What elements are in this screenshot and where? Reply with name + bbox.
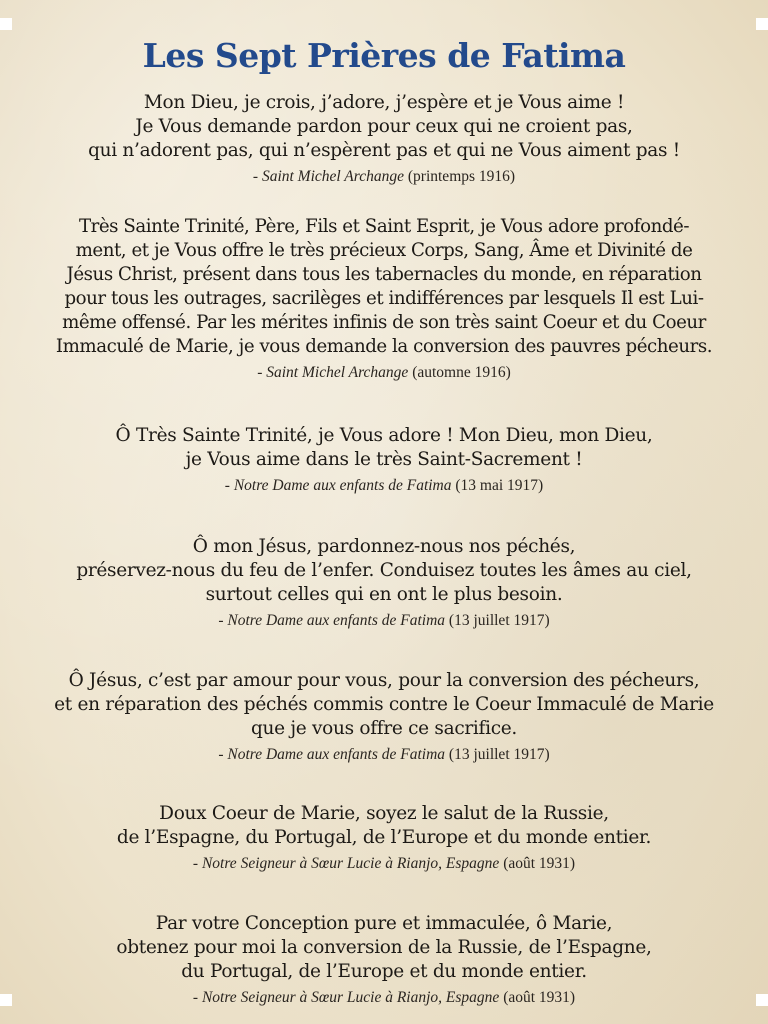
prayer-text: Mon Dieu, je crois, j’adore, j’espère et je Vous aime ! Je Vous demande pardon pour ceux qui ne croient pas, qui n’adorent pas, qui n’espèrent pas et qui ne Vous aiment pas ! [88,92,680,161]
corner-mark [756,18,768,30]
prayer-text: Doux Coeur de Marie, soyez le salut de la Russie, de l’Espagne, du Portugal, de l’Europe et du monde entier. [116,803,652,848]
corner-mark [0,18,12,30]
attribution-date: (13 mai 1917) [455,477,544,494]
prayer-block [0,215,768,384]
page-title: Les Sept Prières de Fatima [142,36,626,76]
attribution-source: - Notre Dame aux enfants de Fatima [224,477,452,494]
attribution-date: (août 1931) [503,989,576,1006]
prayer-attribution [0,475,768,497]
prayer-attribution [0,610,768,632]
prayer-attribution [0,166,768,188]
attribution-source: - Notre Dame aux enfants de Fatima [218,612,446,629]
prayer-text: Ô Très Sainte Trinité, je Vous adore ! Mon Dieu, mon Dieu, je Vous aime dans le très Saint-Sacrement ! [115,425,653,470]
prayer-text: Ô mon Jésus, pardonnez-nous nos péchés, préservez-nous du feu de l’enfer. Conduisez toutes les âmes au ciel, surtout celles qui en ont le plus besoin. [76,536,692,605]
prayer-text: Ô Jésus, c’est par amour pour vous, pour la conversion des pécheurs, et en réparation des péchés commis contre le Coeur Immaculé de Marie que je vous offre ce sacrifice. [54,670,714,739]
attribution-date: (printemps 1916) [407,168,516,185]
prayer-attribution [0,853,768,875]
attribution-source: - Saint Michel Archange [252,168,404,185]
prayer-attribution [0,744,768,766]
prayer-block [0,912,768,1009]
prayer-text: Par votre Conception pure et immaculée, ô Marie, obtenez pour moi la conversion de la Russie, de l’Espagne, du Portugal, de l’Europe et du monde entier. [116,913,652,982]
prayer-block [0,91,768,188]
attribution-date: (automne 1916) [412,364,511,381]
attribution-source: - Notre Seigneur à Sœur Lucie à Rianjo, Espagne [192,989,500,1006]
prayer-block [0,802,768,875]
attribution-source: - Notre Seigneur à Sœur Lucie à Rianjo, Espagne [192,855,500,872]
prayer-text: Très Sainte Trinité, Père, Fils et Saint Esprit, je Vous adore profondé- ment, et je Vous offre le très précieux Corps, Sang, Âme et Divinité de Jésus Christ, présent dans tous les tabernacles du monde, en réparation pour tous les outrages, sacrilèges et indifférences par lesquels Il est Lui- même offensé. Par les mérites infinis de son très saint Coeur et du Coeur Immaculé de Marie, je vous demande la conversion des pauvres pécheurs. [55,216,713,357]
attribution-date: (13 juillet 1917) [448,746,550,763]
prayer-block [0,424,768,497]
prayer-block [0,669,768,766]
attribution-source: - Notre Dame aux enfants de Fatima [218,746,446,763]
attribution-source: - Saint Michel Archange [257,364,409,381]
prayer-block [0,535,768,632]
attribution-date: (août 1931) [503,855,576,872]
prayer-attribution [0,362,768,384]
attribution-date: (13 juillet 1917) [448,612,550,629]
prayer-attribution [0,987,768,1009]
